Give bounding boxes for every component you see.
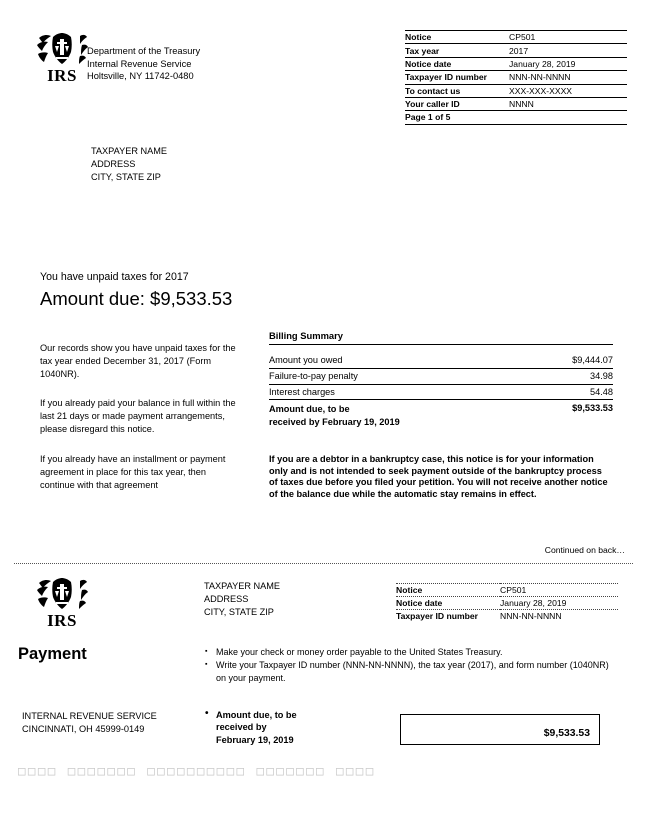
notice-value: CP501 [509, 31, 627, 44]
caller-id-label: Your caller ID [405, 97, 509, 110]
taxpayer-name: TAXPAYER NAME [91, 146, 168, 156]
contact-us-value: XXX-XXX-XXXX [509, 84, 627, 97]
service-center-line-1: INTERNAL REVENUE SERVICE [22, 711, 157, 721]
agency-address [87, 45, 200, 83]
notice-date-label: Notice date [405, 57, 509, 70]
billing-amount-failure-to-pay-penalty: 34.98 [531, 368, 613, 384]
table-row [405, 31, 627, 44]
stub-amount-label-line-3: February 19, 2019 [216, 734, 294, 745]
stub-amount-label-line-2: received by [216, 722, 267, 733]
stub-notice-label: Notice [396, 584, 500, 597]
table-row [396, 597, 618, 610]
table-row [405, 84, 627, 97]
agency-line-1: Department of the Treasury [87, 46, 201, 56]
service-center-line-2: CINCINNATI, OH 45999-0149 [22, 724, 145, 735]
stub-taxpayer-id-value: NNN-NN-NNNN [500, 611, 562, 622]
agency-line-2: Internal Revenue Service [87, 58, 192, 69]
table-row [405, 44, 627, 57]
scanline-group: □□□□□□□ [67, 763, 138, 778]
stub-taxpayer-city-state-zip: CITY, STATE ZIP [204, 607, 274, 618]
tax-year-value: 2017 [509, 44, 627, 57]
irs-logo-header [36, 33, 88, 84]
scanline-group: □□□□□□□□□□ [147, 763, 247, 778]
explanation-paragraph-3: If you already have an installment or payment agreement in place for this tax year, then continue with that agreement [40, 453, 226, 490]
taxpayer-city-state-zip: CITY, STATE ZIP [91, 172, 161, 183]
table-row [405, 71, 627, 84]
notice-label: Notice [405, 31, 509, 44]
table-row [269, 353, 613, 368]
service-center-address [22, 710, 157, 736]
stub-taxpayer-id-label: Taxpayer ID number [396, 611, 478, 622]
table-row [269, 368, 613, 384]
irs-eagle-scales-icon [36, 33, 88, 66]
scanline-group: □□□□□□□ [256, 763, 326, 778]
scanline-group: □□□□ [335, 763, 376, 778]
stub-amount-label-line-1: Amount due, to be [216, 710, 297, 720]
list-item [216, 709, 374, 746]
billing-total-label [269, 400, 531, 431]
stub-taxpayer-name: TAXPAYER NAME [204, 581, 281, 591]
tax-year-label: Tax year [405, 44, 509, 57]
contact-us-label: To contact us [405, 84, 509, 97]
list-item: ▪ Make your check or money order payable to the United States Treasury. [216, 646, 614, 658]
stub-taxpayer-street: ADDRESS [204, 594, 249, 605]
notice-date-value: January 28, 2019 [509, 57, 627, 70]
table-row [405, 111, 627, 124]
stub-amount-due-box[interactable] [400, 714, 600, 745]
table-row [396, 610, 618, 623]
stub-amount-due-label [204, 709, 374, 746]
stub-instructions [204, 646, 614, 685]
irs-wordmark: IRS [47, 66, 77, 85]
notice-subject: You have unpaid taxes for 2017 [40, 271, 189, 283]
table-row [269, 384, 613, 400]
agency-line-3: Holtsville, NY 11742-0480 [87, 71, 194, 82]
scanline-group: □□□□ [18, 763, 58, 778]
page-number-value [509, 111, 627, 124]
table-row [396, 584, 618, 597]
caller-id-value: NNNN [509, 97, 627, 110]
taxpayer-street: ADDRESS [91, 159, 136, 170]
explanation-column [40, 342, 236, 508]
stub-notice-date-label: Notice date [396, 597, 500, 610]
billing-summary [269, 330, 613, 431]
table-row-total [269, 400, 613, 431]
stub-notice-value: CP501 [500, 584, 618, 597]
page-title-amount-due: Amount due: $9,533.53 [40, 288, 233, 309]
payment-stub-title: Payment [18, 645, 87, 663]
table-row [405, 57, 627, 70]
explanation-paragraph-1: Our records show you have unpaid taxes for the tax year ended December 31, 2017 (Form 1040NR). [40, 343, 236, 380]
billing-amount-amount-owed: $9,444.07 [572, 355, 613, 366]
irs-logo-stub [36, 578, 88, 629]
stub-amount-due-value: $9,533.53 [543, 728, 590, 739]
notice-info-table [405, 30, 627, 125]
taxpayer-address-block [91, 145, 167, 185]
billing-label-amount-owed: Amount you owed [269, 355, 343, 366]
bankruptcy-notice-text: If you are a debtor in a bankruptcy case, this notice is for your information only and is not intended to seek payment outside of the bankruptcy process of taxes due before you filed your petition. You will not receive another notice of the balance due while the automatic stay remains in effect. [269, 454, 608, 499]
billing-label-interest-charges: Interest charges [269, 384, 531, 400]
list-item: ▪ Write your Taxpayer ID number (NNN-NN-NNNN), the tax year (2017), and form number (1040NR) on your payment. [216, 659, 614, 684]
billing-amount-interest-charges: 54.48 [531, 384, 613, 400]
ocr-scanline [18, 763, 386, 778]
taxpayer-id-label: Taxpayer ID number [405, 71, 509, 84]
tear-line-divider [14, 563, 633, 564]
stub-notice-info-table [396, 583, 618, 623]
page-number-label: Page 1 of 5 [405, 111, 509, 124]
taxpayer-id-value: NNN-NN-NNNN [509, 71, 627, 84]
billing-total-label-line-1: Amount due, to be [269, 404, 350, 415]
irs-eagle-scales-icon [36, 578, 88, 611]
stub-taxpayer-address-block [204, 580, 280, 620]
billing-total-label-line-2: received by February 19, 2019 [269, 416, 400, 427]
billing-summary-title: Billing Summary [269, 330, 613, 345]
explanation-paragraph-2: If you already paid your balance in full within the last 21 days or made payment arrangements, please disregard this notice. [40, 398, 236, 435]
table-row [405, 97, 627, 110]
continued-on-back-text: Continued on back… [544, 545, 625, 555]
billing-summary-table [269, 353, 613, 431]
stub-notice-date-value: January 28, 2019 [500, 597, 618, 610]
billing-total-amount: $9,533.53 [531, 400, 613, 431]
billing-label-failure-to-pay-penalty: Failure-to-pay penalty [269, 368, 531, 384]
irs-wordmark: IRS [47, 611, 77, 630]
